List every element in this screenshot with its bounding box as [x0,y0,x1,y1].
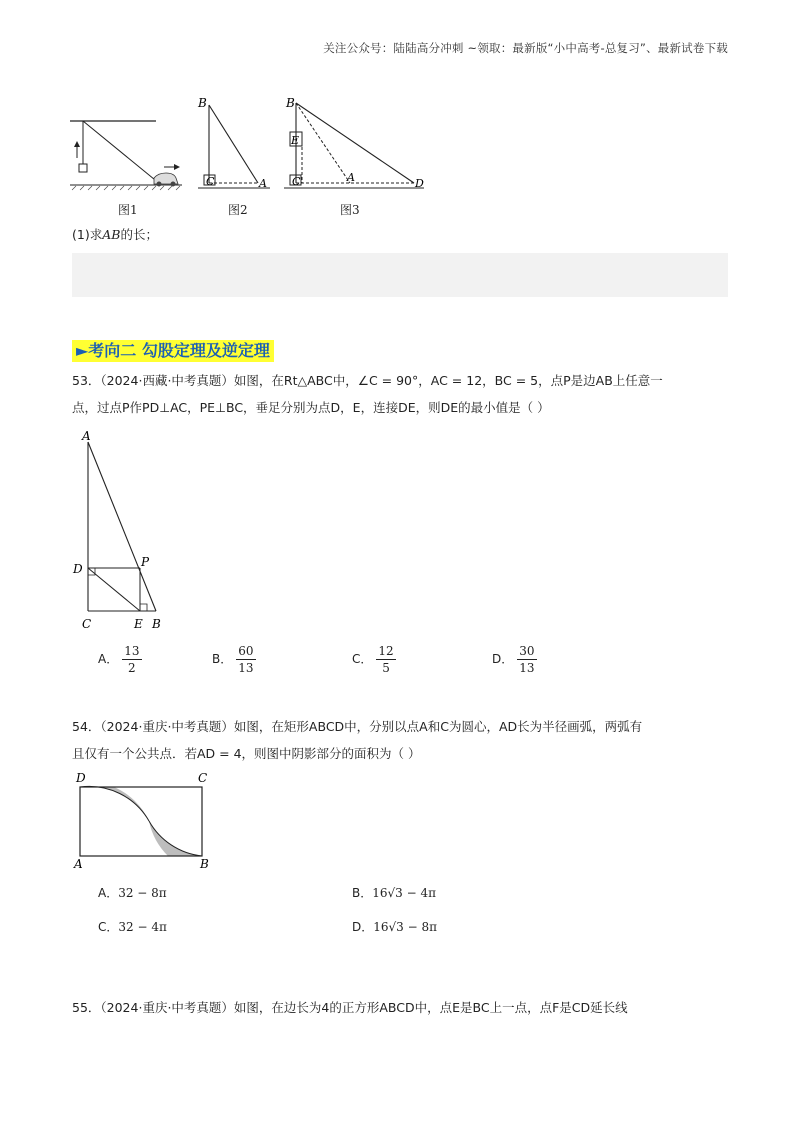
fig2-label-c: C [206,175,215,188]
q53-label-b: B [152,617,161,631]
fig3-label-e: E [291,134,300,147]
option-letter: B． [352,886,373,900]
section-heading: ►考向二 勾股定理及逆定理 [72,340,274,362]
q53-figure [70,428,170,636]
option-value: 16√3 − 4π [372,886,436,900]
option-fraction: $\frac{13}{2}$ [124,644,140,675]
fig3-label-b: B [286,96,295,110]
fig3-label-c: C [292,175,301,188]
q54-option-a[interactable] [98,884,167,901]
q54-label-d: D [76,771,86,785]
option-letter: A． [98,652,119,666]
option-fraction: $\frac{30}{13}$ [519,644,535,675]
q54-label-b: B [200,857,209,871]
option-fraction: $\frac{60}{13}$ [238,644,254,675]
q53-option-d[interactable] [492,643,537,676]
q53-label-e: E [134,617,143,631]
figure-1-caption: 图1 [118,203,138,217]
option-letter: A． [98,886,119,900]
figure-3 [284,95,429,195]
option-letter: B． [212,652,233,666]
q54-option-c[interactable] [98,918,167,935]
option-letter: D． [352,920,374,934]
page-header: 关注公众号：陆陆高分冲刺 ~领取：最新版“小中高考-总复习”、最新试卷下载 [323,41,728,55]
q54-label-c: C [198,771,208,785]
fig3-label-a: A [347,171,355,184]
option-value: 32 − 8π [118,886,167,900]
q54-line-2: 且仅有一个公共点．若AD = 4，则图中阴影部分的面积为（ ） [72,746,421,761]
q54-line-1: 54．（2024·重庆·中考真题）如图，在矩形ABCD中，分别以点A和C为圆心，AD长为半径画弧，两弧有 [72,719,643,734]
option-letter: C． [352,652,373,666]
q54-label-a: A [74,857,83,871]
question-part-1 [72,226,158,244]
part1-variable: AB [102,227,121,242]
q54-option-d[interactable] [352,918,437,935]
part1-prefix: (1)求 [72,227,103,242]
q53-option-c[interactable] [352,643,396,676]
answer-box [72,253,728,297]
option-fraction: $\frac{12}{5}$ [378,644,394,675]
figure-2-caption: 图2 [228,203,248,217]
q53-option-b[interactable] [212,643,256,676]
option-value: 32 − 4π [118,920,167,934]
fig3-label-d: D [415,177,424,190]
q53-line-2: 点，过点P作PD⊥AC，PE⊥BC，垂足分别为点D，E，连接DE，则DE的最小值是（ ） [72,400,550,415]
figure-2 [196,95,272,195]
option-letter: D． [492,652,514,666]
q53-option-a[interactable] [98,643,142,676]
q53-line-1: 53．（2024·西藏·中考真题）如图，在Rt△ABC中，∠C = 90°，AC = 12，BC = 5，点P是边AB上任意一 [72,373,663,388]
part1-suffix: 的长； [120,227,158,242]
q53-label-d: D [73,562,83,576]
q53-label-p: P [141,555,150,569]
option-letter: C． [98,920,119,934]
q53-label-c: C [82,617,92,631]
q53-label-a: A [82,429,91,443]
fig2-label-b: B [198,96,207,110]
figure-1 [70,112,186,194]
q55-line-1: 55．（2024·重庆·中考真题）如图，在边长为4的正方形ABCD中，点E是BC上一点，点F是CD延长线 [72,1000,628,1015]
q54-option-b[interactable] [352,884,436,901]
figure-3-caption: 图3 [340,203,360,217]
q54-figure [72,768,217,872]
fig2-label-a: A [259,177,267,190]
option-value: 16√3 − 8π [373,920,438,934]
